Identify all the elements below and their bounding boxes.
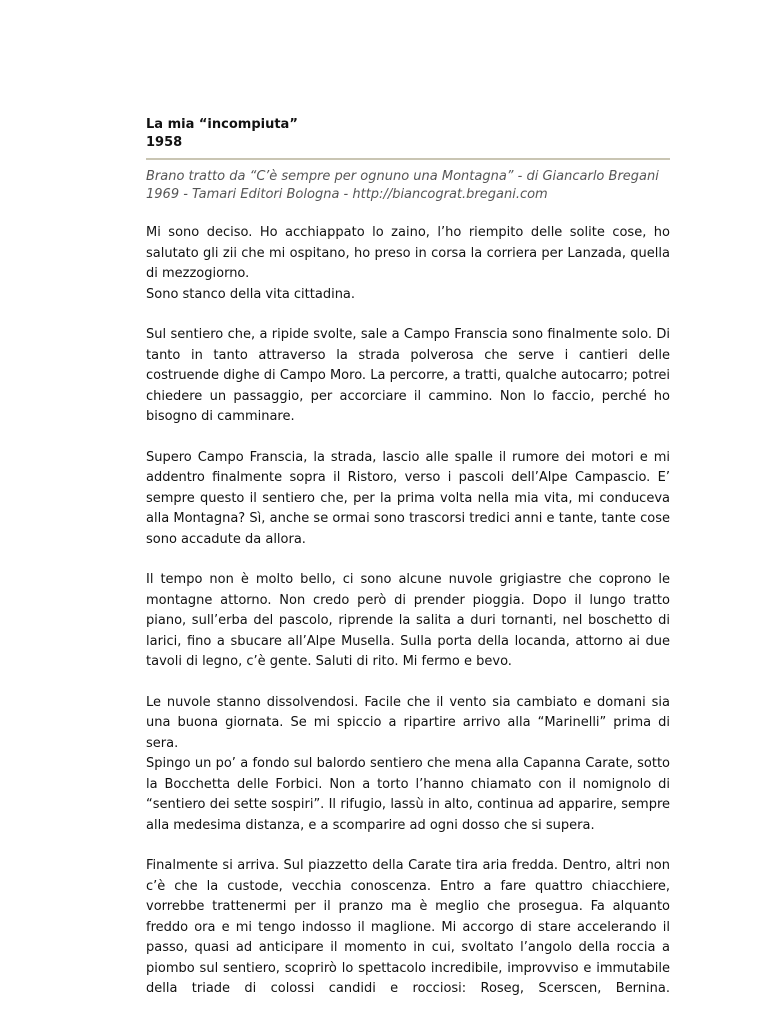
source-credit xyxy=(146,168,670,204)
paragraph-2 xyxy=(146,325,670,428)
paragraph-2-text: Sul sentiero che, a ripide svolte, sale a Campo Franscia sono finalmente solo. Di tanto in tanto attraverso la strada polverosa che serve i cantieri delle costruende dighe di Campo Moro. La percorre, a tratti, qualche autocarro; potrei chiedere un passaggio, per accorciare il cammino. Non lo faccio, perché ho bisogno di camminare. xyxy=(146,327,670,424)
title-divider xyxy=(146,158,670,160)
paragraph-5-text: Le nuvole stanno dissolvendosi. Facile che il vento sia cambiato e domani sia una buona giornata. Se mi spiccio a ripartire arrivo alla “Marinelli” prima di sera. xyxy=(146,694,670,751)
document-title: La mia “incompiuta” xyxy=(146,117,298,132)
paragraph-1 xyxy=(146,223,670,305)
paragraph-5-continuation: Spingo un po’ a fondo sul balordo sentiero che mena alla Capanna Carate, sotto la Bocchetta delle Forbici. Non a torto l’hanno chiamato con il nomignolo di “sentiero dei sette sospiri”. Il rifugio, lassù in alto, continua ad apparire, sempre alla medesima distanza, e a scomparire ad ogni dosso che si supera. xyxy=(146,756,670,833)
paragraph-4 xyxy=(146,570,670,673)
paragraph-6 xyxy=(146,856,670,1000)
paragraph-3-text: Supero Campo Franscia, la strada, lascio alle spalle il rumore dei motori e mi addentro finalmente sopra il Ristoro, verso i pascoli dell’Alpe Campascio. E’ sempre questo il sentiero che, per la prima volta nella mia vita, mi conduceva alla Montagna? Sì, anche se ormai sono trascorsi tredici anni e tante, tante cose sono accadute da allora. xyxy=(146,449,670,547)
source-credit-line-2: 1969 - Tamari Editori Bologna - http://biancograt.bregani.com xyxy=(146,187,548,202)
paragraph-1-line: Sono stanco della vita cittadina. xyxy=(146,286,356,302)
paragraph-5 xyxy=(146,693,670,837)
source-credit-line-1: Brano tratto da “C’è sempre per ognuno una Montagna” - di Giancarlo Bregani xyxy=(146,169,659,184)
document-year: 1958 xyxy=(146,135,183,150)
paragraph-1-text: Mi sono deciso. Ho acchiappato lo zaino, l’ho riempito delle solite cose, ho salutato gli zii che mi ospitano, ho preso in corsa la corriera per Lanzada, quella di mezzogiorno. xyxy=(146,225,670,281)
paragraph-4-text: Il tempo non è molto bello, ci sono alcune nuvole grigiastre che coprono le montagne attorno. Non credo però di prender pioggia. Dopo il lungo tratto piano, sull’erba del pascolo, riprende la salita a duri tornanti, nel boschetto di larici, fino a sbucare all’Alpe Musella. Sulla porta della locanda, attorno ai due tavoli di legno, c’è gente. Saluti di rito. Mi fermo e bevo. xyxy=(146,572,670,669)
paragraph-6-text: Finalmente si arriva. Sul piazzetto della Carate tira aria fredda. Dentro, altri non c’è che la custode, vecchia conoscenza. Entro a fare quattro chiacchiere, vorrebbe trattenermi per il pranzo ma è meglio che prosegua. Fa alquanto freddo ora e mi tengo indosso il maglione. Mi accorgo di stare accelerando il passo, quasi ad anticipare il momento in cui, svoltato l’angolo della roccia a piombo sul sentiero, scoprirò lo spettacolo incredibile, improvviso e immutabile della triade di colossi candidi e rocciosi: Roseg, Scerscen, Bernina. xyxy=(146,858,670,996)
paragraph-3 xyxy=(146,448,670,551)
document-page xyxy=(146,116,670,1020)
